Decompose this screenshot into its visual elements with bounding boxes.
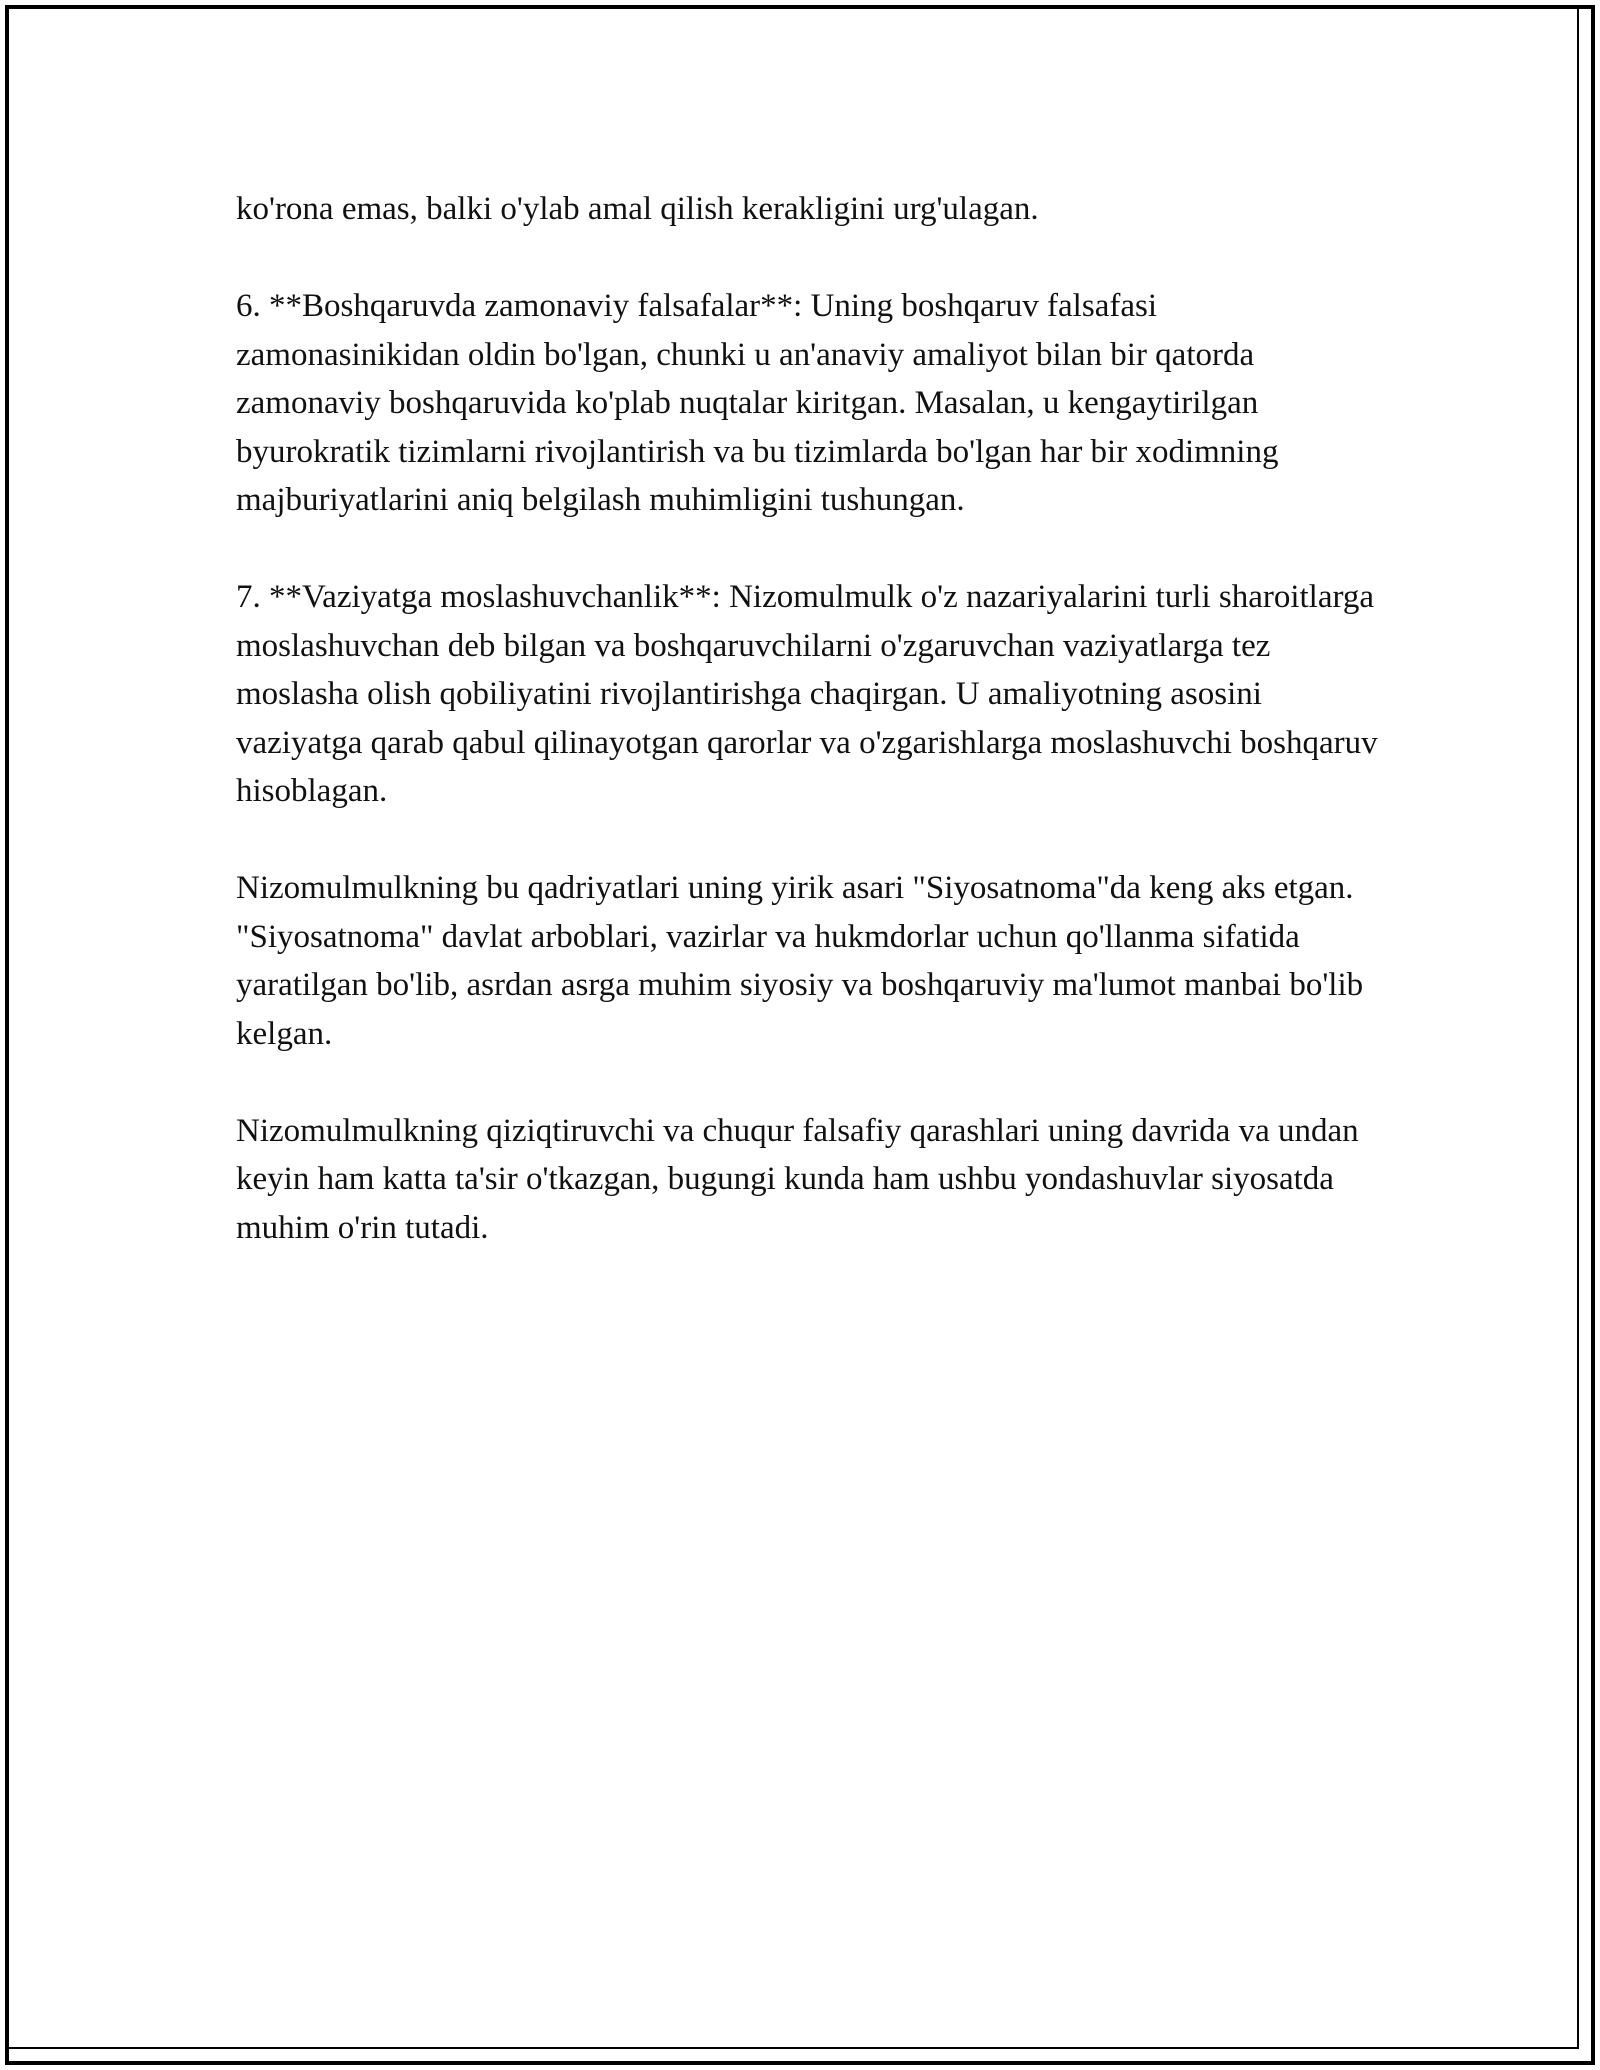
paragraph-item-6: 6. **Boshqaruvda zamonaviy falsafalar**: Uning boshqaruv falsafasi zamonasinikidan oldin bo'lgan, chunki u an'anaviy amaliyot bilan bir qatorda zamonaviy boshqaruvida ko'plab nuqtalar kiritgan. Masalan, u kengaytirilgan byurokratik tizimlarni rivojlantirish va bu tizimlarda bo'lgan har bir xodimning majburiyatlarini aniq belgilash muhimligini tushungan.	[236, 288, 1279, 518]
paragraph-item-7: 7. **Vaziyatga moslashuvchanlik**: Nizomulmulk o'z nazariyalarini turli sharoitlarga moslashuvchan deb bilgan va boshqaruvchilarni o'zgaruvchan vaziyatlarga tez moslasha olish qobiliyatini rivojlantirishga chaqirgan. U amaliyotning asosini vaziyatga qarab qabul qilinayotgan qarorlar va o'zgarishlarga moslashuvchi boshqaruv hisoblagan.	[236, 579, 1378, 809]
document-body	[236, 185, 1386, 1301]
paragraph-siyosatnoma: Nizomulmulkning bu qadriyatlari uning yirik asari "Siyosatnoma"da keng aks etgan. "Siyosatnoma" davlat arboblari, vazirlar va hukmdorlar uchun qo'llanma sifatida yaratilgan bo'lib, asrdan asrga muhim siyosiy va boshqaruviy ma'lumot manbai bo'lib kelgan.	[236, 870, 1364, 1052]
paragraph-continuation: ko'rona emas, balki o'ylab amal qilish kerakligini urg'ulagan.	[236, 191, 1039, 227]
paragraph-conclusion: Nizomulmulkning qiziqtiruvchi va chuqur falsafiy qarashlari uning davrida va undan keyin ham katta ta'sir o'tkazgan, bugungi kunda ham ushbu yondashuvlar siyosatda muhim o'rin tutadi.	[236, 1112, 1359, 1246]
